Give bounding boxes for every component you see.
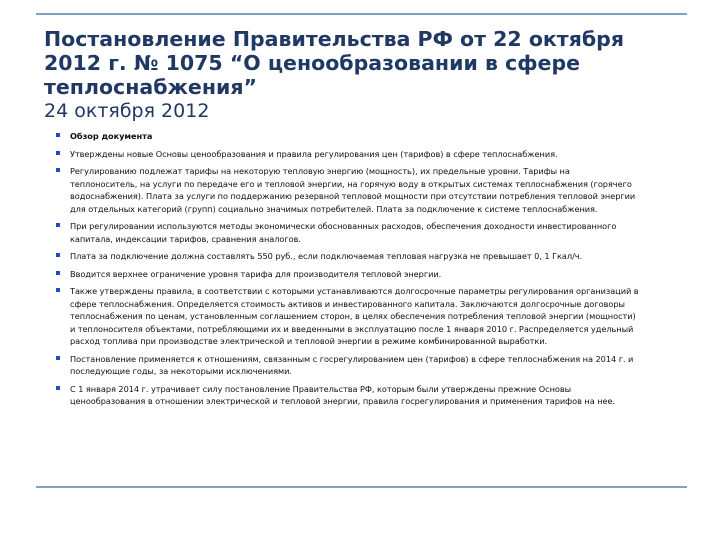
bullet-text-line: Плата за подключение должна составлять 550 руб., если подключаемая тепловая нагрузка не превышает 0, 1 Гкал/ч.	[70, 251, 583, 261]
bullet-text-line: Вводится верхнее ограничение уровня тарифа для производителя тепловой энергии.	[70, 268, 442, 279]
bullet-square-icon	[56, 151, 60, 155]
bullet-item	[56, 353, 686, 378]
bullet-square-icon	[56, 133, 60, 137]
bullet-text-line: Постановление применяется к отношениям, связанным с госрегулированием цен (тарифов) в сфере теплоснабжения на 2014 г. и	[70, 353, 634, 364]
bullet-text-line: При регулировании используются методы экономически обоснованных расходов, обеспечения доходности инвестированного	[70, 221, 617, 231]
bullet-text-line: водоснабжения). Плата за услуги по поддержанию резервной тепловой мощности при отсутствии потребления тепловой энергии	[70, 191, 636, 201]
bullet-item	[56, 148, 686, 161]
slide-date: 24 октября 2012	[44, 100, 210, 122]
bullet-item	[56, 130, 686, 143]
title-line-1: Постановление Правительства РФ от 22 октября	[44, 27, 625, 51]
section-heading: Обзор документа	[70, 131, 153, 141]
slide-title	[44, 27, 684, 123]
bullet-list	[56, 130, 686, 413]
bullet-text-line: сфере теплоснабжения. Определяется стоимость активов и инвестированного капитала. Заключаются долгосрочные договоры	[70, 298, 625, 309]
bullet-square-icon	[56, 356, 60, 360]
bullet-text-line: теплоноситель, на услуги по передаче его и тепловой энергии, на горячую воду в открытых системах теплоснабжения (горячего	[70, 178, 632, 189]
bullet-square-icon	[56, 223, 60, 227]
bullet-square-icon	[56, 386, 60, 390]
bullet-item	[56, 220, 686, 245]
bullet-item	[56, 383, 686, 408]
bullet-text-line: для отдельных категорий (групп) социально значимых потребителей. Плата за подключение к системе теплоснабжения.	[70, 203, 598, 214]
bullet-text-line: капитала, индексации тарифов, сравнения аналогов.	[70, 233, 301, 244]
bullet-square-icon	[56, 253, 60, 257]
bullet-square-icon	[56, 271, 60, 275]
bullet-item	[56, 285, 686, 348]
bullet-text-line: последующие годы, за некоторыми исключениями.	[70, 366, 292, 376]
bullet-text-line: теплоснабжения по ценам, установленным соглашением сторон, в целях обеспечения потребления тепловой энергии (мощности)	[70, 311, 636, 321]
bullet-text-line: расход топлива при производстве электрической и тепловой энергии в режиме комбинированной выработки.	[70, 336, 548, 346]
bottom-divider	[36, 486, 687, 488]
bullet-square-icon	[56, 168, 60, 172]
top-divider	[36, 13, 687, 15]
title-line-2: 2012 г. № 1075 “О ценообразовании в сфере	[44, 51, 581, 75]
bullet-text-line: ценообразования в отношении электрической и тепловой энергии, правила госрегулирования и применения тарифов на нее.	[70, 396, 616, 406]
bullet-text-line: Регулированию подлежат тарифы на некоторую тепловую энергию (мощность), их предельные уровни. Тарифы на	[70, 166, 570, 176]
bullet-text-line: Также утверждены правила, в соответствии с которыми устанавливаются долгосрочные параметры регулирования организаций в	[70, 286, 639, 296]
bullet-item	[56, 250, 686, 263]
bullet-text-line: Утверждены новые Основы ценообразования и правила регулирования цен (тарифов) в сфере теплоснабжения.	[70, 148, 558, 159]
bullet-text-line: С 1 января 2014 г. утрачивает силу постановление Правительства РФ, которым были утверждены прежние Основы	[70, 383, 572, 394]
bullet-square-icon	[56, 288, 60, 292]
bullet-item	[56, 268, 686, 281]
title-line-3: теплоснабжения”	[44, 75, 257, 99]
bullet-text-line: и теплоносителя объектами, потребляющими их и введенными в эксплуатацию после 1 января 2010 г. Распределяется удельный	[70, 323, 634, 334]
bullet-item	[56, 165, 686, 215]
